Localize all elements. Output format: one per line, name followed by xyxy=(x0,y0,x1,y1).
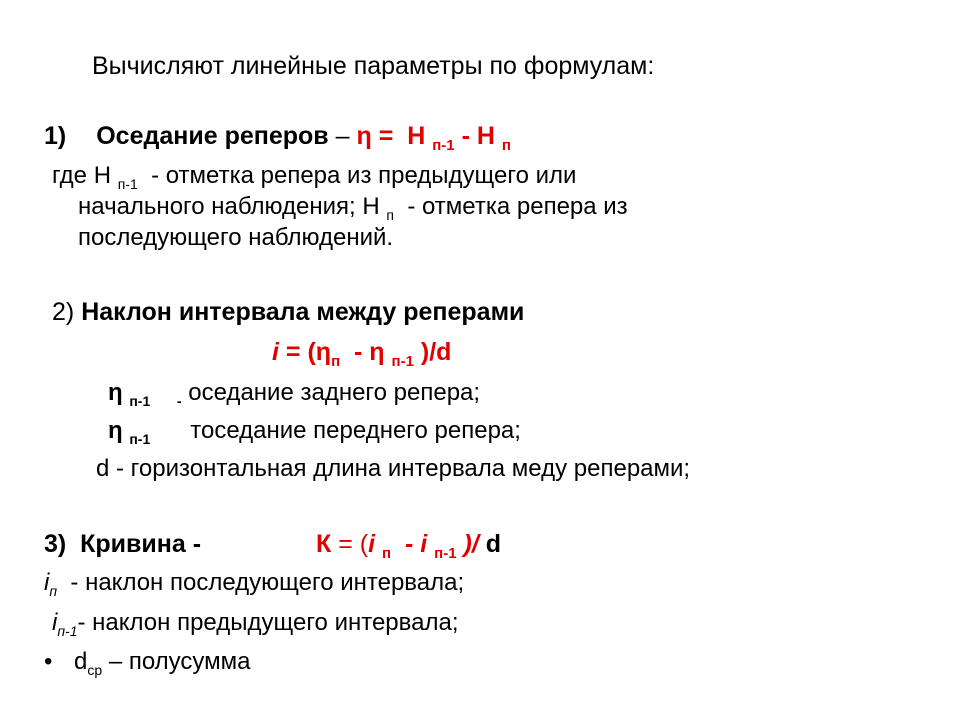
section-2-heading xyxy=(52,300,524,325)
section-1-desc-line-3: последующего наблюдений. xyxy=(78,224,394,251)
formula-sub-n: п xyxy=(501,137,511,154)
section-3-number: 3) xyxy=(44,530,67,558)
section-3-title: Кривина - xyxy=(80,530,202,558)
section-1-number: 1) xyxy=(44,122,67,150)
section-2-line-3: d - горизонтальная длина интервала меду реперами; xyxy=(96,455,691,482)
i-sub-n-1: п-1 xyxy=(57,623,78,639)
formula-end: )/ xyxy=(463,530,479,558)
eta-rear-text: оседание заднего репера; xyxy=(188,379,481,406)
eta-sub-n-1: п-1 xyxy=(129,431,151,447)
bullet-icon: • xyxy=(44,648,53,675)
formula-end: )/d xyxy=(420,338,452,366)
formula-eq: = (η xyxy=(285,338,332,366)
section-3-line-3 xyxy=(44,648,251,678)
formula-settlement xyxy=(356,122,511,154)
formula-sub-n-1: п-1 xyxy=(432,137,455,154)
eta-symbol: η xyxy=(108,417,123,444)
desc-text-1: - отметка репера из предыдущего или xyxy=(151,162,577,189)
formula-d: d xyxy=(485,530,502,558)
section-2-title: Наклон интервала между реперами xyxy=(81,298,525,326)
eta-front-text: тоседание переднего репера; xyxy=(190,417,521,444)
desc-sub-n-1: п-1 xyxy=(117,176,138,192)
formula-sub-n-1: п-1 xyxy=(391,353,414,370)
formula-sub-n-1: п-1 xyxy=(434,545,457,562)
formula-sub-n: п xyxy=(331,353,341,370)
formula-i: i xyxy=(368,530,376,558)
section-3-line-1 xyxy=(44,569,465,599)
section-1-title: Оседание реперов xyxy=(96,122,329,150)
section-1-desc-line-2 xyxy=(78,193,628,223)
section-1-heading xyxy=(44,122,511,154)
desc-text-2b: - отметка репера из xyxy=(407,193,628,220)
formula-minus-h: - Н xyxy=(461,122,495,150)
desc-text-2a: начального наблюдения; Н xyxy=(78,193,380,220)
formula-k: К xyxy=(316,530,332,558)
i-next-text: - наклон последующего интервала; xyxy=(70,569,465,596)
desc-where-h: где Н xyxy=(52,162,112,189)
formula-h: Н xyxy=(407,122,426,150)
d-symbol: d xyxy=(74,648,88,675)
section-2-number: 2) xyxy=(52,298,75,326)
i-prev-text: - наклон предыдущего интервала; xyxy=(77,609,459,636)
section-1-dash: – xyxy=(335,122,350,150)
section-1-desc-line-1 xyxy=(52,162,577,192)
i-symbol: i xyxy=(44,569,50,596)
formula-curvature xyxy=(316,530,502,562)
formula-eta: η = xyxy=(356,122,394,150)
eta-sub-n-1: п-1 xyxy=(129,393,151,409)
intro-text: Вычисляют линейные параметры по формулам: xyxy=(92,52,655,80)
section-2-line-2 xyxy=(108,417,521,447)
i-symbol: i xyxy=(52,609,58,636)
formula-i: i xyxy=(272,338,279,366)
i-sub-n: п xyxy=(49,583,58,599)
eta-symbol: η xyxy=(108,379,123,406)
section-3-heading xyxy=(44,532,201,557)
desc-sub-n: п xyxy=(386,207,394,223)
d-sub-sr: ср xyxy=(87,662,103,678)
section-2-line-1 xyxy=(108,379,481,409)
d-half-sum-text: – полусумма xyxy=(108,648,251,675)
section-3-line-2 xyxy=(52,609,459,639)
formula-sub-n: п xyxy=(382,545,392,562)
formula-slope xyxy=(272,338,452,370)
eta-dash: - xyxy=(176,393,182,409)
formula-minus-i: - i xyxy=(404,530,428,558)
formula-minus-eta: - η xyxy=(354,338,385,366)
formula-eq: = ( xyxy=(338,530,369,558)
